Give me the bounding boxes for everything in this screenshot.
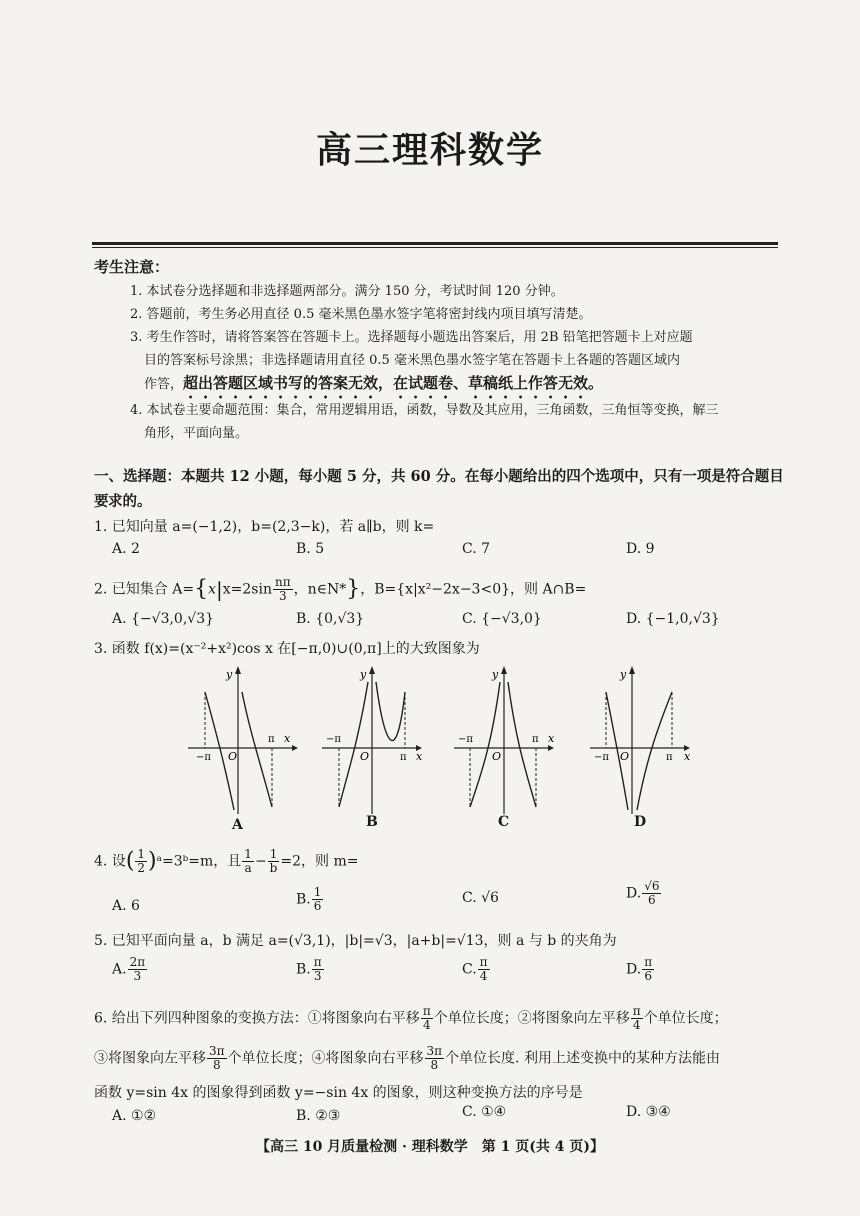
page-title: 高三理科数学 [315, 129, 544, 171]
svg-text:−π: −π [458, 734, 473, 745]
svg-text:−π: −π [594, 752, 609, 763]
q5-option-d: D. $\frac{\pi}{6}$ [626, 955, 653, 983]
svg-text:y: y [620, 668, 627, 681]
graph-label-b: B [366, 814, 378, 830]
q5-option-c: C. $\frac{\pi}{4}$ [462, 955, 488, 983]
q1-option-c: C. 7 [462, 541, 491, 557]
svg-text:O: O [492, 750, 502, 763]
q1-option-b: B. 5 [296, 541, 325, 557]
svg-text:O: O [360, 750, 370, 763]
question-6-line-2: ③将图象向左平移 $\frac{3\pi}{8}$ 个单位长度；④将图象向右平移 $\frac{3\pi}{8}$ 个单位长度. 利用上述变换中的某种方法能由 [94, 1044, 720, 1072]
graph-a [188, 662, 298, 814]
svg-text:x: x [684, 750, 691, 763]
q1-option-a: A. 2 [112, 541, 140, 557]
q6-option-c: C. ①④ [462, 1104, 507, 1120]
q6-option-b: B. ②③ [296, 1108, 341, 1124]
q6-option-a: A. ①② [112, 1108, 157, 1124]
graph-c [454, 662, 564, 814]
q5-option-b: B. $\frac{\pi}{3}$ [296, 955, 322, 983]
q1-option-d: D. 9 [626, 541, 655, 557]
svg-text:y: y [226, 668, 233, 681]
q4-option-b: B. $\frac{1}{6}$ [296, 885, 322, 913]
graph-label-a: A [232, 817, 243, 833]
question-3-stem: 3. 函数 f(x)=(x⁻²+x²)cos x 在[−π,0)∪(0,π]上的大致图象为 [94, 641, 480, 657]
notice-item-3: 3. 考生作答时，请将答案答在答题卡上。选择题每小题选出答案后，用 2B 铅笔把答题卡上对应题 [130, 330, 693, 345]
svg-text:−π: −π [326, 734, 341, 745]
notice-item-1: 1. 本试卷分选择题和非选择题两部分。满分 150 分，考试时间 120 分钟。 [130, 284, 564, 299]
notice-emphasis: 超出答题区域书写的答案无效，在试题卷、草稿纸上作答无效。 [183, 374, 604, 392]
q6-option-d: D. ③④ [626, 1104, 671, 1120]
svg-text:π: π [268, 734, 275, 745]
q4-option-c: C. √6 [462, 890, 499, 906]
header-rule-thin [92, 247, 778, 248]
q4-option-a: A. 6 [112, 898, 140, 914]
svg-text:−π: −π [196, 752, 211, 763]
notice-heading: 考生注意： [94, 258, 170, 276]
svg-text:y: y [492, 668, 499, 681]
graph-d [590, 662, 700, 814]
q2-option-a: A. {−√3,0,√3} [112, 611, 215, 627]
svg-text:π: π [400, 752, 407, 763]
graph-label-c: C [498, 814, 510, 830]
q4-option-d: D. $\frac{√6}{6}$ [626, 879, 660, 907]
notice-item-4: 4. 本试卷主要命题范围：集合，常用逻辑用语，函数，导数及其应用，三角函数，三角恒等变换，解三 [130, 403, 719, 418]
page-footer: 【高三 10 月质量检测 · 理科数学 第 1 页(共 4 页)】 [255, 1139, 605, 1155]
question-2-stem: 2. 已知集合 A={x|x=2sin $\frac{n\pi}{3}$ ，n∈N*}，B={x|x²−2x−3<0}，则 A∩B= [94, 575, 587, 603]
svg-text:x: x [548, 732, 555, 745]
section-heading: 一、选择题：本题共 12 小题，每小题 5 分，共 60 分。在每小题给出的四个选项中，只有一项是符合题目要 [94, 468, 784, 510]
question-6-line-3: 函数 y=sin 4x 的图象得到函数 y=−sin 4x 的图象，则这种变换方法的序号是 [94, 1085, 583, 1101]
graph-b [322, 662, 432, 814]
notice-item-3-cont: 目的答案标号涂黑；非选择题请用直径 0.5 毫米黑色墨水签字笔在答题卡上各题的答题区域内 [144, 353, 680, 368]
svg-text:π: π [666, 752, 673, 763]
question-6-line-1: 6. 给出下列四种图象的变换方法：①将图象向右平移 $\frac{\pi}{4}$ 个单位长度；②将图象向左平移 $\frac{\pi}{4}$ 个单位长度； [94, 1004, 728, 1032]
graph-label-d: D [634, 814, 647, 830]
svg-text:O: O [228, 750, 238, 763]
section-heading-cont: 求的。 [108, 493, 152, 510]
svg-text:O: O [620, 750, 630, 763]
header-rule-thick [92, 242, 778, 245]
notice-item-2: 2. 答题前，考生务必用直径 0.5 毫米黑色墨水签字笔将密封线内项目填写清楚。 [130, 307, 592, 322]
question-5-stem: 5. 已知平面向量 a，b 满足 a=(√3,1)，|b|=√3，|a+b|=√13，则 a 与 b 的夹角为 [94, 933, 617, 949]
notice-item-3-cont2: 作答，超出答题区域书写的答案无效，在试题卷、草稿纸上作答无效。 [144, 374, 604, 392]
q2-option-c: C. {−√3,0} [462, 611, 542, 627]
svg-text:x: x [416, 750, 423, 763]
svg-text:y: y [360, 668, 367, 681]
q2-option-d: D. {−1,0,√3} [626, 611, 720, 627]
q2-option-b: B. {0,√3} [296, 611, 365, 627]
svg-text:x: x [284, 732, 291, 745]
question-1-stem: 1. 已知向量 a=(−1,2)，b=(2,3−k)，若 a∥b，则 k= [94, 519, 435, 535]
question-4-stem: 4. 设( $\frac{1}{2}$ )ᵃ=3ᵇ=m，且 $\frac{1}{a}$ − $\frac{1}{b}$ =2，则 m= [94, 847, 359, 875]
notice-item-4-cont: 角形，平面向量。 [144, 426, 249, 441]
q5-option-a: A. $\frac{2\pi}{3}$ [112, 955, 146, 983]
svg-text:π: π [532, 734, 539, 745]
